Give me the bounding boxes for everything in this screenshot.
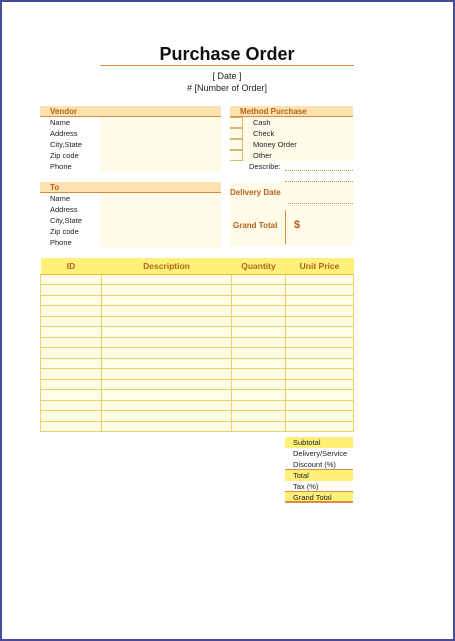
table-row <box>41 369 354 380</box>
description-cell[interactable] <box>102 327 232 338</box>
quantity-cell[interactable] <box>232 274 286 285</box>
column-header-quantity: Quantity <box>232 258 286 274</box>
grand-total-label: Grand Total <box>233 221 278 230</box>
quantity-cell[interactable] <box>232 411 286 422</box>
quantity-cell[interactable] <box>232 400 286 411</box>
vendor-citystate-label: City,State <box>50 140 82 149</box>
vendor-address-label: Address <box>50 129 78 138</box>
tax-label: Tax (%) <box>285 481 353 492</box>
id-cell[interactable] <box>41 316 102 327</box>
quantity-cell[interactable] <box>232 337 286 348</box>
id-cell[interactable] <box>41 337 102 348</box>
items-table <box>40 258 354 432</box>
unit-price-cell[interactable] <box>286 400 354 411</box>
description-cell[interactable] <box>102 411 232 422</box>
quantity-cell[interactable] <box>232 369 286 380</box>
discount-label: Discount (%) <box>285 459 353 470</box>
id-cell[interactable] <box>41 358 102 369</box>
vendor-name-label: Name <box>50 118 71 127</box>
description-cell[interactable] <box>102 295 232 306</box>
table-row <box>41 411 354 422</box>
grand-total-currency: $ <box>294 219 301 231</box>
grand-total-row-label: Grand Total <box>285 492 353 503</box>
description-cell[interactable] <box>102 348 232 359</box>
quantity-cell[interactable] <box>232 390 286 401</box>
quantity-cell[interactable] <box>232 421 286 432</box>
vendor-heading: Vendor <box>40 106 221 117</box>
table-row <box>41 358 354 369</box>
id-cell[interactable] <box>41 400 102 411</box>
id-cell[interactable] <box>41 421 102 432</box>
description-cell[interactable] <box>102 379 232 390</box>
items-body <box>41 274 354 432</box>
date-field[interactable]: [ Date ] <box>212 71 242 81</box>
id-cell[interactable] <box>41 306 102 317</box>
table-row <box>41 400 354 411</box>
description-cell[interactable] <box>102 337 232 348</box>
unit-price-cell[interactable] <box>286 379 354 390</box>
table-row <box>41 295 354 306</box>
cash-label: Cash <box>253 118 271 127</box>
to-zip-label: Zip code <box>50 227 79 236</box>
description-cell[interactable] <box>102 306 232 317</box>
description-cell[interactable] <box>102 390 232 401</box>
to-fields <box>40 193 100 248</box>
to-phone-label: Phone <box>50 238 72 247</box>
description-cell[interactable] <box>102 369 232 380</box>
table-row <box>41 379 354 390</box>
quantity-cell[interactable] <box>232 306 286 317</box>
to-citystate-label: City,State <box>50 216 82 225</box>
unit-price-cell[interactable] <box>286 274 354 285</box>
describe-label: Describe: <box>249 162 281 171</box>
id-cell[interactable] <box>41 369 102 380</box>
column-header-unit-price: Unit Price <box>286 258 354 274</box>
unit-price-cell[interactable] <box>286 411 354 422</box>
quantity-cell[interactable] <box>232 316 286 327</box>
money-order-label: Money Order <box>253 140 297 149</box>
table-row <box>41 285 354 296</box>
check-checkbox[interactable] <box>230 128 243 139</box>
unit-price-cell[interactable] <box>286 390 354 401</box>
description-cell[interactable] <box>102 285 232 296</box>
vendor-input-area[interactable] <box>100 117 221 172</box>
document-title: Purchase Order <box>159 44 295 64</box>
table-row <box>41 348 354 359</box>
unit-price-cell[interactable] <box>286 369 354 380</box>
id-cell[interactable] <box>41 274 102 285</box>
id-cell[interactable] <box>41 411 102 422</box>
description-cell[interactable] <box>102 358 232 369</box>
description-cell[interactable] <box>102 400 232 411</box>
money-order-checkbox[interactable] <box>230 139 243 150</box>
delivery-date-line[interactable] <box>288 203 353 204</box>
unit-price-cell[interactable] <box>286 306 354 317</box>
to-address-label: Address <box>50 205 78 214</box>
id-cell[interactable] <box>41 285 102 296</box>
description-cell[interactable] <box>102 316 232 327</box>
table-row <box>41 306 354 317</box>
column-header-id: ID <box>41 258 102 274</box>
description-cell[interactable] <box>102 274 232 285</box>
describe-line-1[interactable] <box>285 170 353 171</box>
items-header-row <box>41 258 354 274</box>
method-heading: Method Purchase <box>230 106 353 117</box>
subtotal-label: Subtotal <box>285 437 353 448</box>
quantity-cell[interactable] <box>232 348 286 359</box>
unit-price-cell[interactable] <box>286 348 354 359</box>
delivery-date-label: Delivery Date <box>230 188 281 197</box>
quantity-cell[interactable] <box>232 379 286 390</box>
total-label: Total <box>285 470 353 481</box>
cash-checkbox[interactable] <box>230 117 243 128</box>
table-row <box>41 316 354 327</box>
id-cell[interactable] <box>41 327 102 338</box>
unit-price-cell[interactable] <box>286 285 354 296</box>
table-row <box>41 337 354 348</box>
to-heading: To <box>40 182 221 193</box>
other-label: Other <box>253 151 272 160</box>
vendor-fields <box>40 117 100 172</box>
check-label: Check <box>253 129 275 138</box>
description-cell[interactable] <box>102 421 232 432</box>
unit-price-cell[interactable] <box>286 358 354 369</box>
id-cell[interactable] <box>41 295 102 306</box>
table-row <box>41 421 354 432</box>
to-name-label: Name <box>50 194 71 203</box>
vendor-phone-label: Phone <box>50 162 72 171</box>
unit-price-cell[interactable] <box>286 316 354 327</box>
id-cell[interactable] <box>41 348 102 359</box>
table-row <box>41 274 354 285</box>
other-checkbox[interactable] <box>230 150 243 161</box>
quantity-cell[interactable] <box>232 327 286 338</box>
unit-price-cell[interactable] <box>286 337 354 348</box>
order-number-field[interactable]: # [Number of Order] <box>186 83 268 93</box>
delivery-service-label: Delivery/Service <box>293 449 348 458</box>
totals-block <box>285 437 353 503</box>
quantity-cell[interactable] <box>232 285 286 296</box>
unit-price-cell[interactable] <box>286 421 354 432</box>
grand-total-divider <box>285 210 286 244</box>
to-input-area[interactable] <box>100 193 221 248</box>
quantity-cell[interactable] <box>232 295 286 306</box>
unit-price-cell[interactable] <box>286 327 354 338</box>
vendor-zip-label: Zip code <box>50 151 79 160</box>
unit-price-cell[interactable] <box>286 295 354 306</box>
table-row <box>41 327 354 338</box>
id-cell[interactable] <box>41 379 102 390</box>
title-underline <box>100 65 354 66</box>
table-row <box>41 390 354 401</box>
quantity-cell[interactable] <box>232 358 286 369</box>
column-header-description: Description <box>102 258 232 274</box>
id-cell[interactable] <box>41 390 102 401</box>
